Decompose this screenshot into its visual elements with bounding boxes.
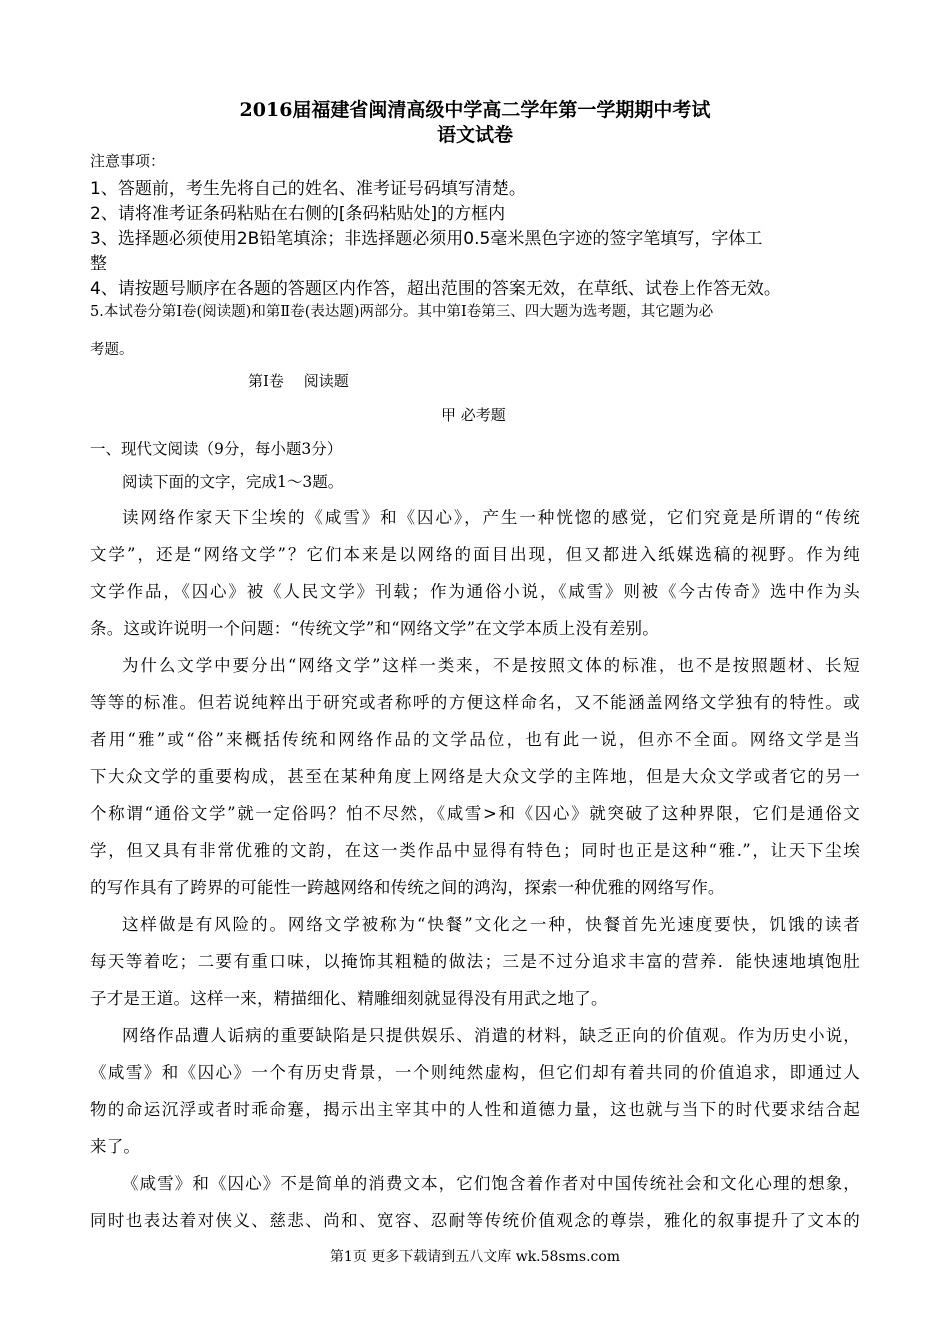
document-title: 2016届福建省闽清高级中学高二学年第一学期期中考试 [239, 99, 711, 121]
passage-line: 学，但又具有非常优雅的文韵，在这一类作品中显得有特色；同时也正是这种“雅.”，让天下尘埃 [90, 841, 860, 860]
notice-item: 5.本试卷分第Ⅰ卷(阅读题)和第Ⅱ卷(表达题)两部分。其中第Ⅰ卷第三、四大题为选考题，其它题为必 [90, 304, 714, 320]
notice-item: 4、请按题号顺序在各题的答题区内作答，超出范围的答案无效，在草纸、试卷上作答无效。 [90, 279, 781, 299]
notice-item: 2、请将准考证条码粘贴在右侧的[条码粘贴处]的方框内 [90, 204, 506, 224]
notice-heading: 注意事项： [90, 152, 166, 170]
passage-line: 同时也表达着对侠义、慈悲、尚和、宽容、忍耐等传统价值观念的尊崇，雅化的叙事提升了文本的 [90, 1211, 860, 1230]
subsection-heading: 甲 必考题 [441, 406, 506, 424]
passage-line: 每天等着吃；二要有重口味，以掩饰其粗糙的做法；三是不过分追求丰富的营养．能快速地填饱肚 [90, 952, 860, 971]
passage-line: 者用“雅”或“俗”来概括传统和网络作品的文学品位，也有此一说，但亦不全面。网络文学是当 [90, 730, 860, 749]
instruction-text: 阅读下面的文字，完成1～3题。 [122, 473, 344, 491]
passage-line: 文学作品，《囚心》被《人民文学》刊载；作为通俗小说，《咸雪》则被《今古传奇》选中作为头 [90, 582, 860, 601]
passage-line: 读网络作家天下尘埃的《咸雪》和《囚心》，产生一种恍惚的感觉，它们究竟是所谓的“传统 [122, 508, 860, 527]
passage-line: 条。这或许说明一个问题：“传统文学”和“网络文学”在文学本质上没有差别。 [90, 619, 659, 638]
passage-line: 的写作具有了跨界的可能性一跨越网络和传统之间的鸿沟，探索一种优雅的网络写作。 [90, 878, 725, 897]
passage-line: 等等的标准。但若说纯粹出于研究或者称呼的方便这样命名，又不能涵盖网络文学独有的特性。或 [90, 693, 860, 712]
passage-line: 《咸雪》和《囚心》一个有历史背景，一个则纯然虚构，但它们却有着共同的价值追求，即通过人 [90, 1063, 860, 1082]
page-footer: 第1页 更多下载请到五八文库 wk.58sms.com [329, 1249, 621, 1265]
passage-line: 为什么文学中要分出“网络文学”这样一类来，不是按照文体的标准，也不是按照题材、长短 [122, 656, 860, 675]
notice-item: 3、选择题必须使用2B铅笔填涂；非选择题必须用0.5毫米黑色字迹的签字笔填写，字体工 [90, 229, 763, 249]
notice-item: 考题。 [90, 342, 134, 358]
passage-line: 个称谓“通俗文学”就一定俗吗？怕不尽然，《咸雪>和《囚心》就突破了这种界限，它们是通俗文 [90, 804, 860, 823]
passage-line: 子才是王道。这样一来，精描细化、精雕细刻就显得没有用武之地了。 [90, 989, 608, 1008]
section-heading: 第Ⅰ卷 阅读题 [248, 372, 349, 390]
notice-item: 1、答题前，考生先将自己的姓名、准考证号码填写清楚。 [90, 179, 526, 199]
passage-line: 来了。 [90, 1137, 141, 1156]
notice-item: 整 [90, 254, 107, 274]
passage-line: 这样做是有风险的。网络文学被称为“快餐”文化之一种，快餐首先光速度要快，饥饿的读者 [122, 915, 860, 934]
passage-line: 《咸雪》和《囚心》不是简单的消费文本，它们饱含着作者对中国传统社会和文化心理的想象， [122, 1174, 860, 1193]
document-subtitle: 语文试卷 [436, 124, 513, 146]
passage-line: 网络作品遭人诟病的重要缺陷是只提供娱乐、消遣的材料，缺乏正向的价值观。作为历史小说， [122, 1026, 860, 1045]
passage-line: 文学”，还是“网络文学”？它们本来是以网络的面目出现，但又都进入纸媒选稿的视野。作为纯 [90, 545, 860, 564]
question-heading: 一、现代文阅读（9分，每小题3分） [90, 440, 343, 458]
passage-line: 物的命运沉浮或者时乖命蹇，揭示出主宰其中的人性和道德力量，这也就与当下的时代要求结合起 [90, 1100, 860, 1119]
passage-line: 下大众文学的重要构成，甚至在某种角度上网络是大众文学的主阵地，但是大众文学或者它的另一 [90, 767, 860, 786]
